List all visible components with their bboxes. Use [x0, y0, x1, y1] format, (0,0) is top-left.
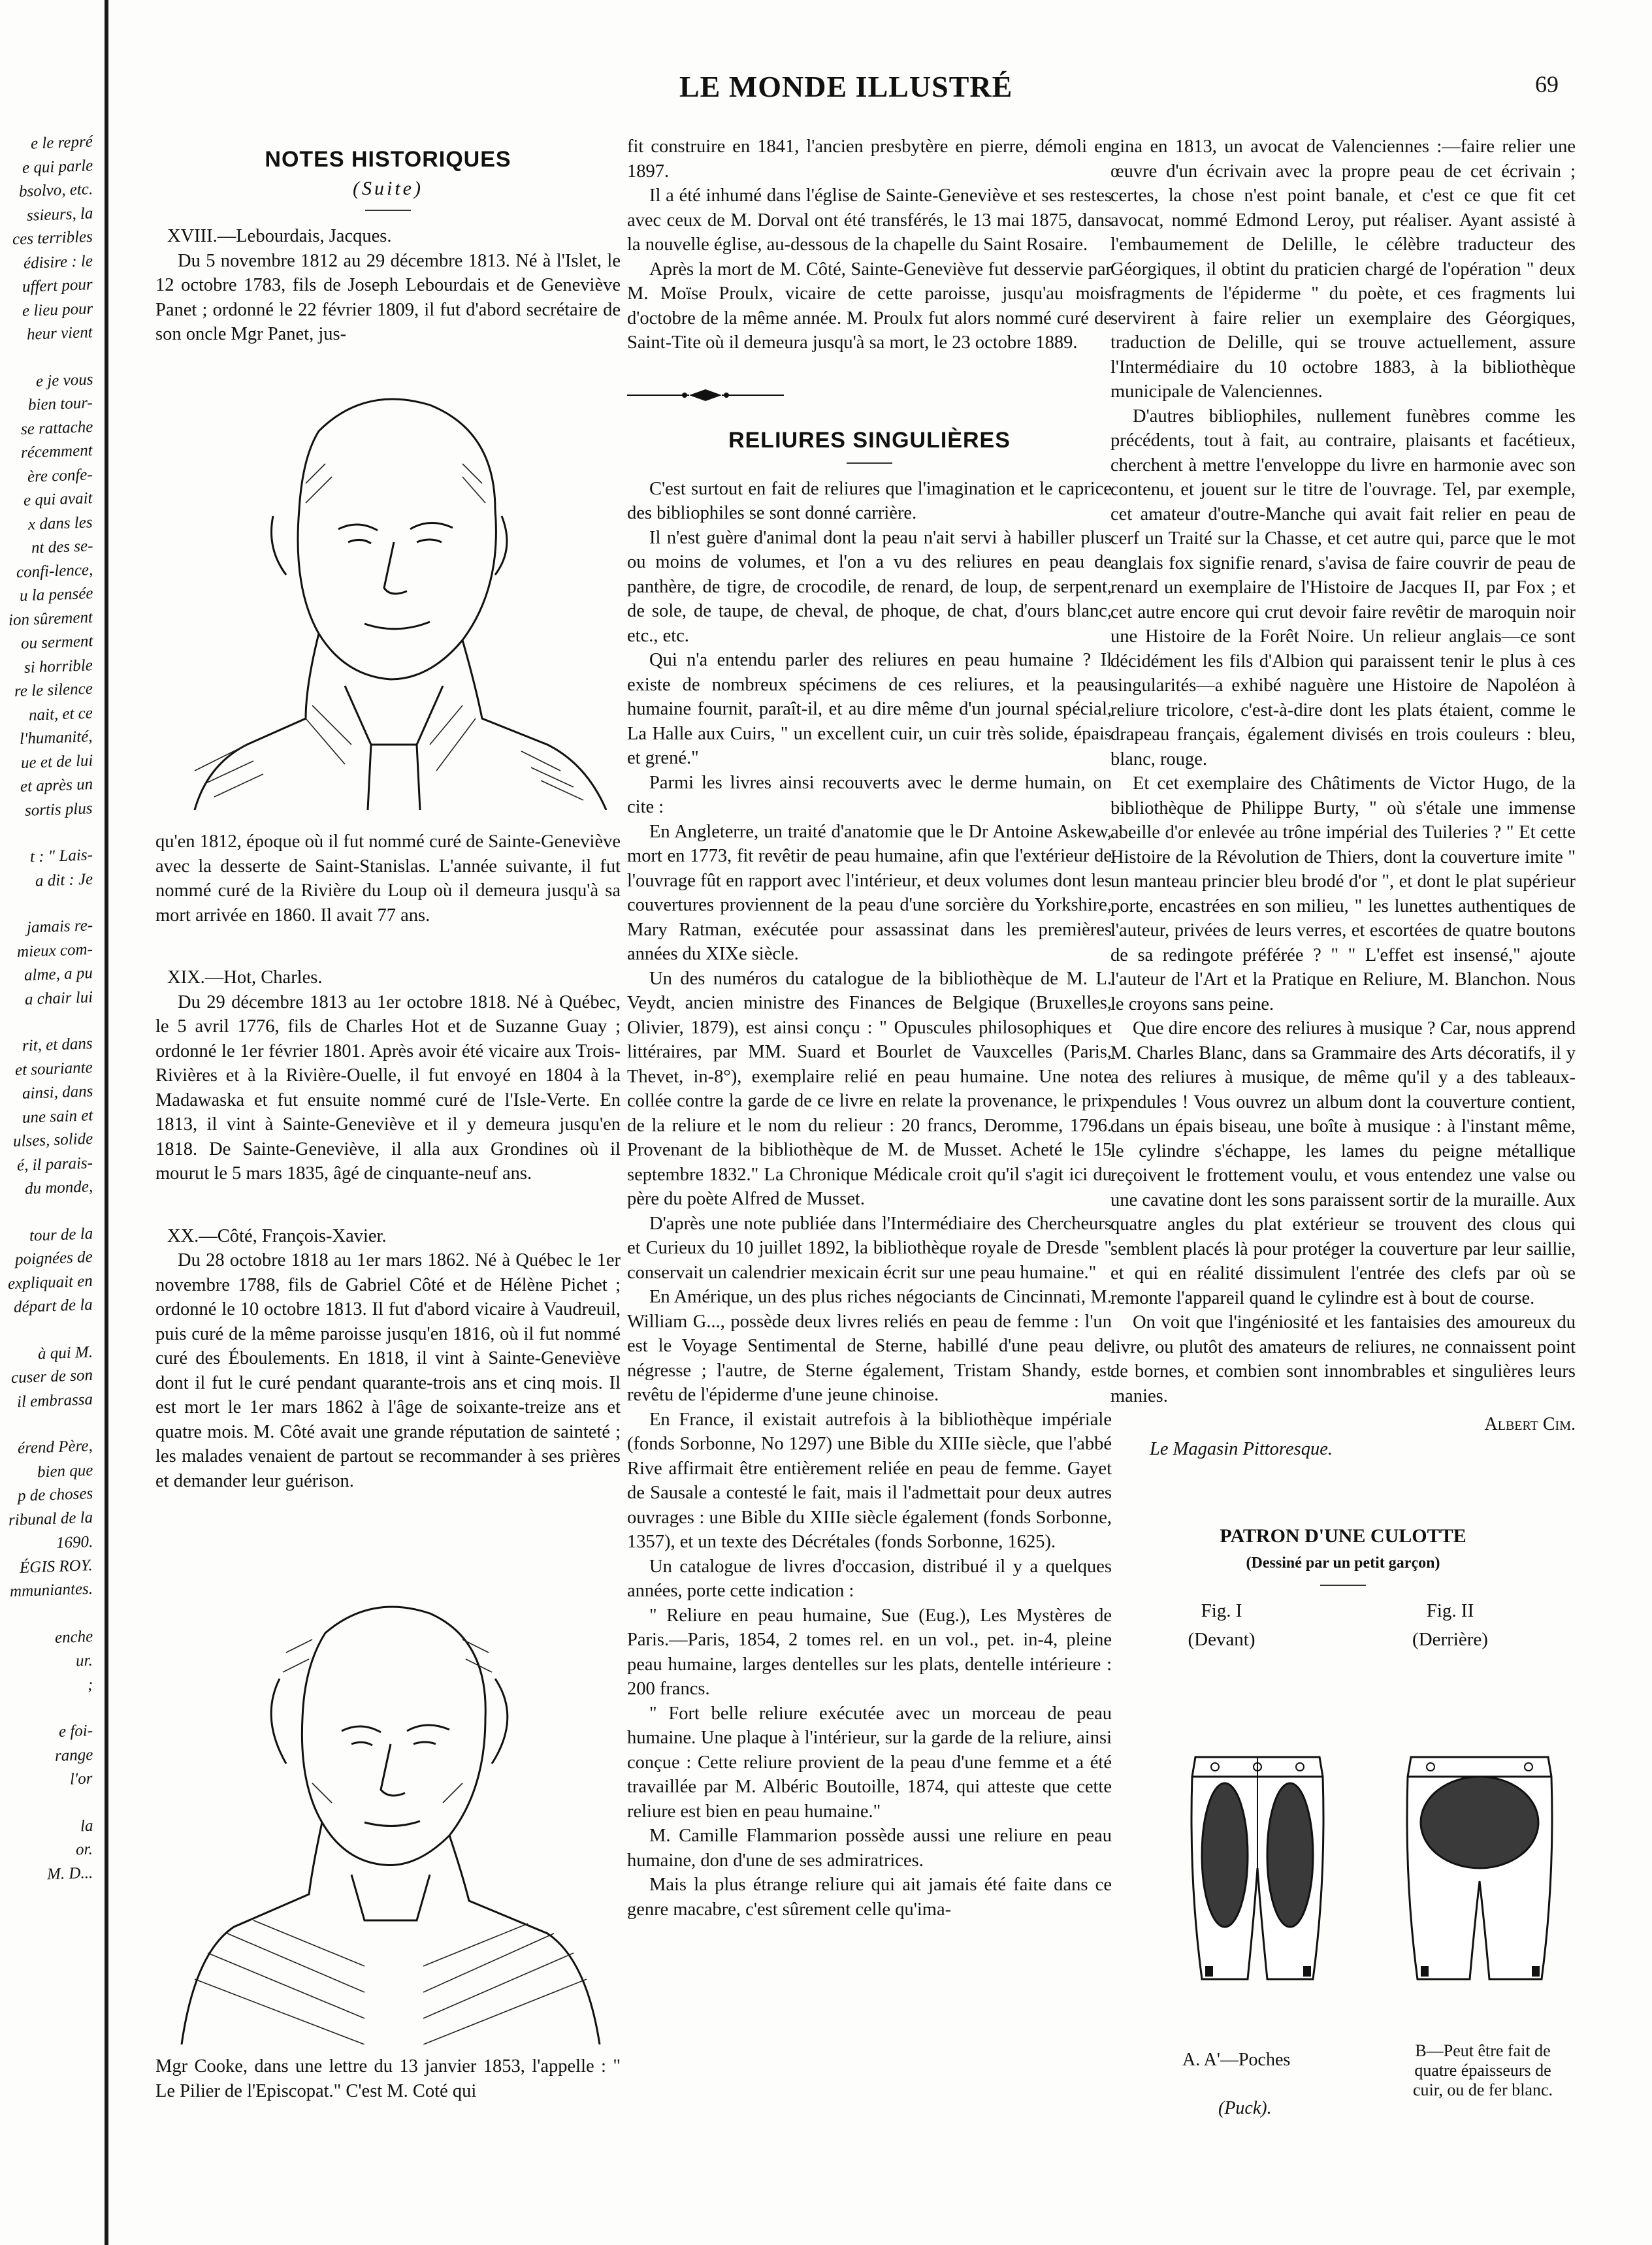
- paragraph: En France, il existait autrefois à la bibliothèque impériale (fonds Sorbonne, No 1297) une Bible du XIIIe siècle, que l'abbé Rive affirmait être entièrement reliée en peau de femme. Gayet de Sausale a contesté le fait, mais il l'admettait pour deux autres ouvrages : une Bible du XIIIe siècle également (fonds Sorbonne, 1357), et un texte des Décrétales (fonds Sorbonne, 1625).: [627, 1409, 1112, 1552]
- previous-page-fragment: se rattache: [20, 417, 93, 438]
- previous-page-fragment: ulses, solide: [12, 1129, 93, 1151]
- paragraph: En Angleterre, un traité d'anatomie que le Dr Antoine Askew, mort en 1773, fit revêtir de peau humaine, afin que l'extérieur de l'ouvrage fût en rapport avec l'intérieur, et deux volumes dont les couvertures proviennent de la peau d'une sorcière du Yorkshire, Mary Ratman, exécutée pour assassinat dans les premières années du XIXe siècle.: [627, 821, 1112, 964]
- previous-page-fragment: ur.: [75, 1651, 93, 1670]
- column-rule: [105, 0, 108, 2245]
- entry-heading-xviii: XVIII.—Lebourdais, Jacques.: [167, 226, 392, 246]
- figure-labels: [1110, 1599, 1576, 1658]
- paragraph: En Amérique, un des plus riches négociants de Cincinnati, M. William G..., possède deux livres reliés en peau de femme : l'un est le Voyage Sentimental de Sterne, habillé d'une peau de négresse ; l'autre, de Sterne également, Tristam Shandy, est revêtu de l'épiderme d'une jeune chinoise.: [627, 1287, 1112, 1405]
- previous-page-fragment: poignées de: [14, 1248, 93, 1269]
- ornament-divider: [627, 388, 784, 402]
- previous-page-fragment: nait, et ce: [28, 703, 93, 724]
- previous-page-fragment: départ de la: [13, 1295, 93, 1317]
- previous-page-fragment: ère confe-: [27, 465, 93, 486]
- divider: [1320, 1585, 1366, 1586]
- previous-page-fragment: ssieurs, la: [26, 204, 93, 225]
- masthead-title: LE MONDE ILLUSTRÉ: [679, 70, 1013, 103]
- previous-page-fragment: ;: [87, 1675, 93, 1694]
- entry-text-xviii: Du 5 novembre 1812 au 29 décembre 1813. Né à l'Islet, le 12 octobre 1783, fils de Joseph Lebourdais et de Geneviève Panet ; ordonné le 22 février 1809, il fut d'abord secrétaire de son oncle Mgr Panet, jus-: [155, 250, 621, 344]
- previous-page-fragment: nt des se-: [31, 537, 93, 557]
- paragraph: Parmi les livres ainsi recouverts avec le derme humain, on cite :: [627, 772, 1112, 817]
- previous-page-fragment: ainsi, dans: [22, 1082, 93, 1103]
- previous-page-fragment: bien tour-: [27, 394, 93, 414]
- previous-page-fragment: et souriante: [14, 1058, 93, 1079]
- author-signature: Albert Cim.: [1484, 1414, 1576, 1434]
- previous-page-fragment: il embrassa: [16, 1390, 93, 1411]
- previous-page-fragment: e je vous: [35, 370, 93, 391]
- entry-text-xx-cont: Mgr Cooke, dans une lettre du 13 janvier 1853, l'appelle : " Le Pilier de l'Episcopat." C'est M. Coté qui: [155, 2056, 621, 2101]
- figure-subtitle: (Dessiné par un petit garçon): [1246, 1554, 1440, 1572]
- previous-page-fragment: érend Père,: [17, 1437, 93, 1457]
- caption-source-puck: (Puck).: [1218, 2098, 1272, 2118]
- previous-page-fragment: ces terribles: [12, 227, 93, 249]
- previous-page-fragment: p de choses: [17, 1484, 93, 1506]
- previous-page-fragment: heur vient: [26, 323, 93, 344]
- trousers-back-figure: [1391, 1751, 1568, 1999]
- entry-text-xix: Du 29 décembre 1813 au 1er octobre 1818. Né à Québec, le 5 avril 1776, fils de Charles Hot et de Suzanne Guay ; ordonné le 1er février 1801. Après avoir été vicaire aux Trois-Rivières et à la Rivière-Ouelle, il fut envoyé en 1804 à la Madawaska et fut ensuite nommé curé de l'Isle-Verte. En 1813, il vint à Sainte-Geneviève et il y demeura jusqu'en 1818. De Sainte-Geneviève, il alla aux Grondines où il mourut le 5 mars 1835, âgé de cinquante-neuf ans.: [155, 992, 621, 1184]
- section-title-reliures-singulieres: RELIURES SINGULIÈRES: [728, 428, 1011, 453]
- previous-page-fragment: e qui parle: [22, 156, 93, 177]
- column-notes-historiques: [155, 148, 621, 347]
- portrait-lebourdais-engraving: [155, 379, 621, 810]
- paragraph: fit construire en 1841, l'ancien presbytère en pierre, démoli en 1897.: [627, 137, 1112, 182]
- trousers-front-figure: [1169, 1751, 1346, 1999]
- paragraph: Un des numéros du catalogue de la bibliothèque de M. L. Veydt, ancien ministre des Finances de Belgique (Bruxelles, Olivier, 1879), est ainsi conçu : " Opuscules philosophiques et littéraires, par MM. Suard et Bourlet de Vauxcelles (Paris, Thevet, in-8°), exemplaire relié en peau humaine. Une note collée contre la garde de ce livre en relate la provenance, le prix de la reliure et le nom du relieur : 20 francs, Deromme, 1796. Provenant de la bibliothèque de M. de Musset. Acheté le 15 septembre 1832." La Chronique Médicale croit qu'il s'agit ici du père du poète Alfred de Musset.: [627, 968, 1112, 1209]
- previous-page-fragment: ÉGIS ROY.: [19, 1556, 93, 1577]
- page-number: 69: [1535, 71, 1559, 97]
- section-subtitle: (Suite): [353, 177, 423, 199]
- fig1-label: Fig. I: [1201, 1600, 1242, 1621]
- previous-page-fragment: ion sûrement: [8, 608, 93, 629]
- paragraph: Un catalogue de livres d'occasion, distribué il y a quelques années, porte cette indication :: [627, 1556, 1112, 1601]
- paragraph: gina en 1813, un avocat de Valenciennes :—faire relier une œuvre d'un écrivain avec la propre peau de cet écrivain ; certes, la chose n'est point banale, et c'est ce que fit cet avocat, nommé Edmond Leroy, put réaliser. Ayant assisté à l'embaumement de Delille, le célèbre traducteur des Géorgiques, il obtint du praticien chargé de l'opération " deux fragments de l'épiderme " du poète, et ces fragments lui servirent à faire relier un exemplaire des Géorgiques, traduction de Delille, qui se trouve actuellement, assure l'Intermédiaire du 10 octobre 1883, à la bibliothèque municipale de Valenciennes.: [1110, 137, 1576, 402]
- previous-page-fragment: bien que: [37, 1461, 93, 1481]
- column-reliures-cont: [1110, 135, 1576, 1658]
- previous-page-fragment: e foi-: [58, 1722, 93, 1741]
- divider: [365, 210, 411, 211]
- previous-page-fragment: l'humanité,: [19, 728, 93, 748]
- paragraph: Après la mort de M. Côté, Sainte-Geneviève fut desservie par M. Moïse Proulx, vicaire de cette paroisse, jusqu'au mois d'octobre de la même année. M. Proulx fut alors nommé curé de Saint-Tite où il demeura jusqu'à sa mort, le 23 octobre 1889.: [627, 259, 1112, 353]
- paragraph: " Reliure en peau humaine, Sue (Eug.), Les Mystères de Paris.—Paris, 1854, 2 tomes rel. en un vol., pet. in-4, pleine peau humaine, larges dentelles sur les plats, dentelle intérieure : 200 francs.: [627, 1605, 1112, 1699]
- previous-page-fragment: re le silence: [14, 679, 93, 701]
- paragraph: Que dire encore des reliures à musique ? Car, nous apprend M. Charles Blanc, dans sa Grammaire des Arts décoratifs, il y a des reliures à musique, de même qu'il y a des tableaux-pendules ! Vous ouvrez un album dont la couverture contient, dans un épais biseau, une boîte à musique : à l'instant même, le cylindre s'échappe, les lames du peigne métallique reçoivent le frottement voulu, et vous entendez une valse ou une cavatine dont les sons paraissent sortir de la muraille. Aux quatre angles du plat extérieur se trouvent des clous qui semblent placés là pour protéger la couverture par leur saillie, et qui en réalité dissimulent l'entrée des clefs par où se remonte l'appareil quand le cylindre est à bout de course.: [1110, 1018, 1576, 1308]
- previous-page-fragment: or.: [75, 1840, 93, 1859]
- paragraph: " Fort belle reliure exécutée avec un morceau de peau humaine. Une plaque à l'intérieur, sur la garde de la reliure, ainsi conçue : Cette reliure provient de la peau d'une femme et a été travaillée par M. Albéric Boutoille, 1874, qui atteste que cette reliure est bien en peau humaine.": [627, 1703, 1112, 1822]
- paragraph: C'est surtout en fait de reliures que l'imagination et le caprice des bibliophiles se sont donné carrière.: [627, 478, 1112, 523]
- previous-page-fragment: et après un: [20, 775, 93, 796]
- column-notes-historiques-cont: [155, 830, 621, 1493]
- previous-page-fragment: édisire : le: [23, 251, 93, 272]
- entry-heading-xix: XIX.—Hot, Charles.: [167, 967, 323, 988]
- previous-page-fragment: sortis plus: [25, 799, 93, 820]
- fig2-sublabel: (Derrière): [1412, 1629, 1488, 1650]
- previous-page-fragment: e lieu pour: [22, 299, 93, 320]
- previous-page-fragment: é, il parais-: [16, 1154, 93, 1174]
- previous-page-fragment: enche: [54, 1627, 93, 1647]
- previous-page-fragment: ou serment: [20, 632, 93, 653]
- previous-page-fragment: alme, a pu: [24, 964, 93, 984]
- previous-page-fragment: 1690.: [56, 1533, 93, 1552]
- previous-page-fragment: e qui avait: [24, 489, 93, 509]
- previous-page-fragment: bsolvo, etc.: [18, 180, 93, 201]
- paragraph: D'autres bibliophiles, nullement funèbres comme les précédents, tout à fait, au contraire, plaisants et facétieux, cherchent à mettre l'enveloppe du livre en harmonie avec son contenu, et jouent sur le titre de l'ouvrage. Tel, par exemple, cet amateur d'outre-Manche qui avait fait relier en peau de cerf un Traité sur la Chasse, et cet autre qui, parce que le mot anglais fox signifie renard, s'avisa de faire couvrir de peau de renard un exemplaire de l'Histoire de Jacques II, par Fox ; et cet autre encore qui crut devoir faire revêtir de maroquin noir une Histoire de la Forêt Noire. Un relieur anglais—ce sont décidément les fils d'Albion qui paraissent tenir le plus à ces singularités—a exhibé naguère une Histoire de Napoléon à reliure tricolore, c'est-à-dire dont les plats étaient, comme le drapeau français, également divisés en trois couleurs : bleu, blanc, rouge.: [1110, 406, 1576, 769]
- previous-page-fragment: x dans les: [27, 513, 93, 534]
- source-credit: Le Magasin Pittoresque.: [1150, 1438, 1333, 1459]
- paragraph: Et cet exemplaire des Châtiments de Victor Hugo, de la bibliothèque de Philippe Burty, " où s'étale une immense abeille d'or enlevée au trône impérial des Tuileries ? " Et cette Histoire de la Révolution de Thiers, dont la couverture imite " un manteau princier bleu brodé d'or ", et dont le plat supérieur porte, encastrées en son milieu, " les lunettes authentiques de l'auteur, privées de leurs verres, et escortées de quatre boutons de sa redingote préférée ? " " L'effet est insensé," ajoute l'auteur de l'Art et la Pratique en Reliure, M. Blanchon. Nous le croyons sans peine.: [1110, 773, 1576, 1014]
- previous-page-fragment: M. D...: [46, 1864, 93, 1883]
- previous-page-fragment: une sain et: [22, 1106, 93, 1127]
- previous-page-fragment: ribunal de la: [8, 1508, 93, 1529]
- previous-page-fragment: mmuniantes.: [9, 1579, 93, 1601]
- entry-heading-xx: XX.—Côté, François-Xavier.: [167, 1225, 387, 1246]
- previous-page-fragment: rit, et dans: [22, 1035, 93, 1055]
- previous-page-fragment: mieux com-: [16, 940, 93, 961]
- entry-text-xx: Du 28 octobre 1818 au 1er mars 1862. Né à Québec le 1er novembre 1788, fils de Gabriel Côté et de Hélène Pichet ; ordonné le 10 octobre 1813. Il fut d'abord vicaire à Vaudreuil, puis curé de la même paroisse jusqu'en 1816, où il fut nommé curé des Éboulements. En 1818, il vint à Sainte-Geneviève dont il fut le curé pendant quarante-trois ans et cinq mois. Il est mort le 1er mars 1862 à l'âge de soixante-treize ans et quatre mois. M. Côté avait une grande réputation de sainteté ; les malades venaient de partout se recommander à ses prières et demander leur guérison.: [155, 1250, 621, 1491]
- previous-page-fragment: confi-lence,: [16, 560, 93, 581]
- previous-page-fragment: jamais re-: [26, 916, 93, 937]
- previous-page-fragment: a dit : Je: [35, 869, 93, 890]
- divider: [847, 462, 892, 464]
- previous-page-fragment: uffert pour: [22, 276, 93, 296]
- paragraph: Qui n'a entendu parler des reliures en peau humaine ? Il existe de nombreux spécimens de ces reliures, et la peau humaine fournit, paraît-il, et au dire même d'un journal spécial, La Halle aux Cuirs, " un excellent cuir, un cuir très solide, épais et grené.": [627, 650, 1112, 768]
- previous-page-fragment: à qui M.: [37, 1343, 93, 1363]
- previous-page-fragment: range: [54, 1745, 93, 1765]
- column-reliures-singulieres: [627, 135, 1112, 1922]
- previous-page-fragment: si horrible: [24, 656, 93, 677]
- section-title-notes-historiques: NOTES HISTORIQUES: [265, 147, 511, 172]
- paragraph: Il a été inhumé dans l'église de Sainte-Geneviève et ses restes avec ceux de M. Dorval ont été transférés, le 13 mai 1875, dans la nouvelle église, au-dessous de la chapelle du Saint Rosaire.: [627, 186, 1112, 255]
- previous-page-fragment: e le repré: [30, 133, 93, 153]
- figure-title: PATRON D'UNE CULOTTE: [1220, 1525, 1466, 1547]
- fig1-sublabel: (Devant): [1188, 1629, 1255, 1650]
- previous-page-fragment: ue et de lui: [20, 751, 93, 772]
- previous-page-fragment: cuser de son: [10, 1366, 93, 1387]
- previous-page-edge: [0, 0, 97, 2245]
- column-notes-historiques-bottom: [155, 2054, 621, 2103]
- previous-page-fragment: du monde,: [24, 1178, 93, 1198]
- previous-page-fragment: expliquait en: [7, 1272, 93, 1293]
- paragraph: D'après une note publiée dans l'Intermédiaire des Chercheurs et Curieux du 10 juillet 1892, la bibliothèque royale de Dresde " conservait un calendrier mexicain écrit sur une peau humaine.": [627, 1213, 1112, 1283]
- caption-pockets: A. A'—Poches: [1182, 2050, 1291, 2070]
- paragraph: Il n'est guère d'animal dont la peau n'ait servi à habiller plus ou moins de volumes, et l'on a vu des reliures en peau de panthère, de tigre, de crocodile, de renard, de loup, de serpent, de sole, de taupe, de cheval, de phoque, de chat, d'ours blanc, etc., etc.: [627, 527, 1112, 646]
- previous-page-fragment: a chair lui: [24, 988, 93, 1009]
- previous-page-fragment: la: [80, 1817, 93, 1835]
- paragraph: On voit que l'ingéniosité et les fantaisies des amoureux du livre, ou plutôt des amateurs de reliures, ne connaissent point de bornes, et combien sont innombrables et singulières leurs manies.: [1110, 1312, 1576, 1406]
- paragraph: Mais la plus étrange reliure qui ait jamais été faite dans ce genre macabre, c'est sûrement celle qu'ima-: [627, 1875, 1112, 1920]
- previous-page-fragment: u la pensée: [19, 585, 93, 605]
- previous-page-fragment: tour de la: [29, 1224, 93, 1245]
- portrait-cote-engraving: [155, 1587, 621, 2044]
- paragraph: M. Camille Flammarion possède aussi une reliure en peau humaine, don d'une de ses admiratrices.: [627, 1826, 1112, 1871]
- caption-seat: B—Peut être fait de quatre épaisseurs de cuir, ou de fer blanc.: [1412, 2041, 1553, 2099]
- fig2-label: Fig. II: [1426, 1600, 1474, 1621]
- entry-text-xviii-cont: qu'en 1812, époque où il fut nommé curé de Sainte-Geneviève avec la desserte de Saint-Stanislas. L'année suivante, il fut nommé curé de la Rivière du Loup où il demeura jusqu'à sa mort arrivée en 1860. Il avait 77 ans.: [155, 832, 621, 926]
- previous-page-fragment: récemment: [20, 442, 93, 462]
- previous-page-fragment: l'or: [69, 1769, 93, 1788]
- previous-page-fragment: t : " Lais-: [29, 846, 93, 866]
